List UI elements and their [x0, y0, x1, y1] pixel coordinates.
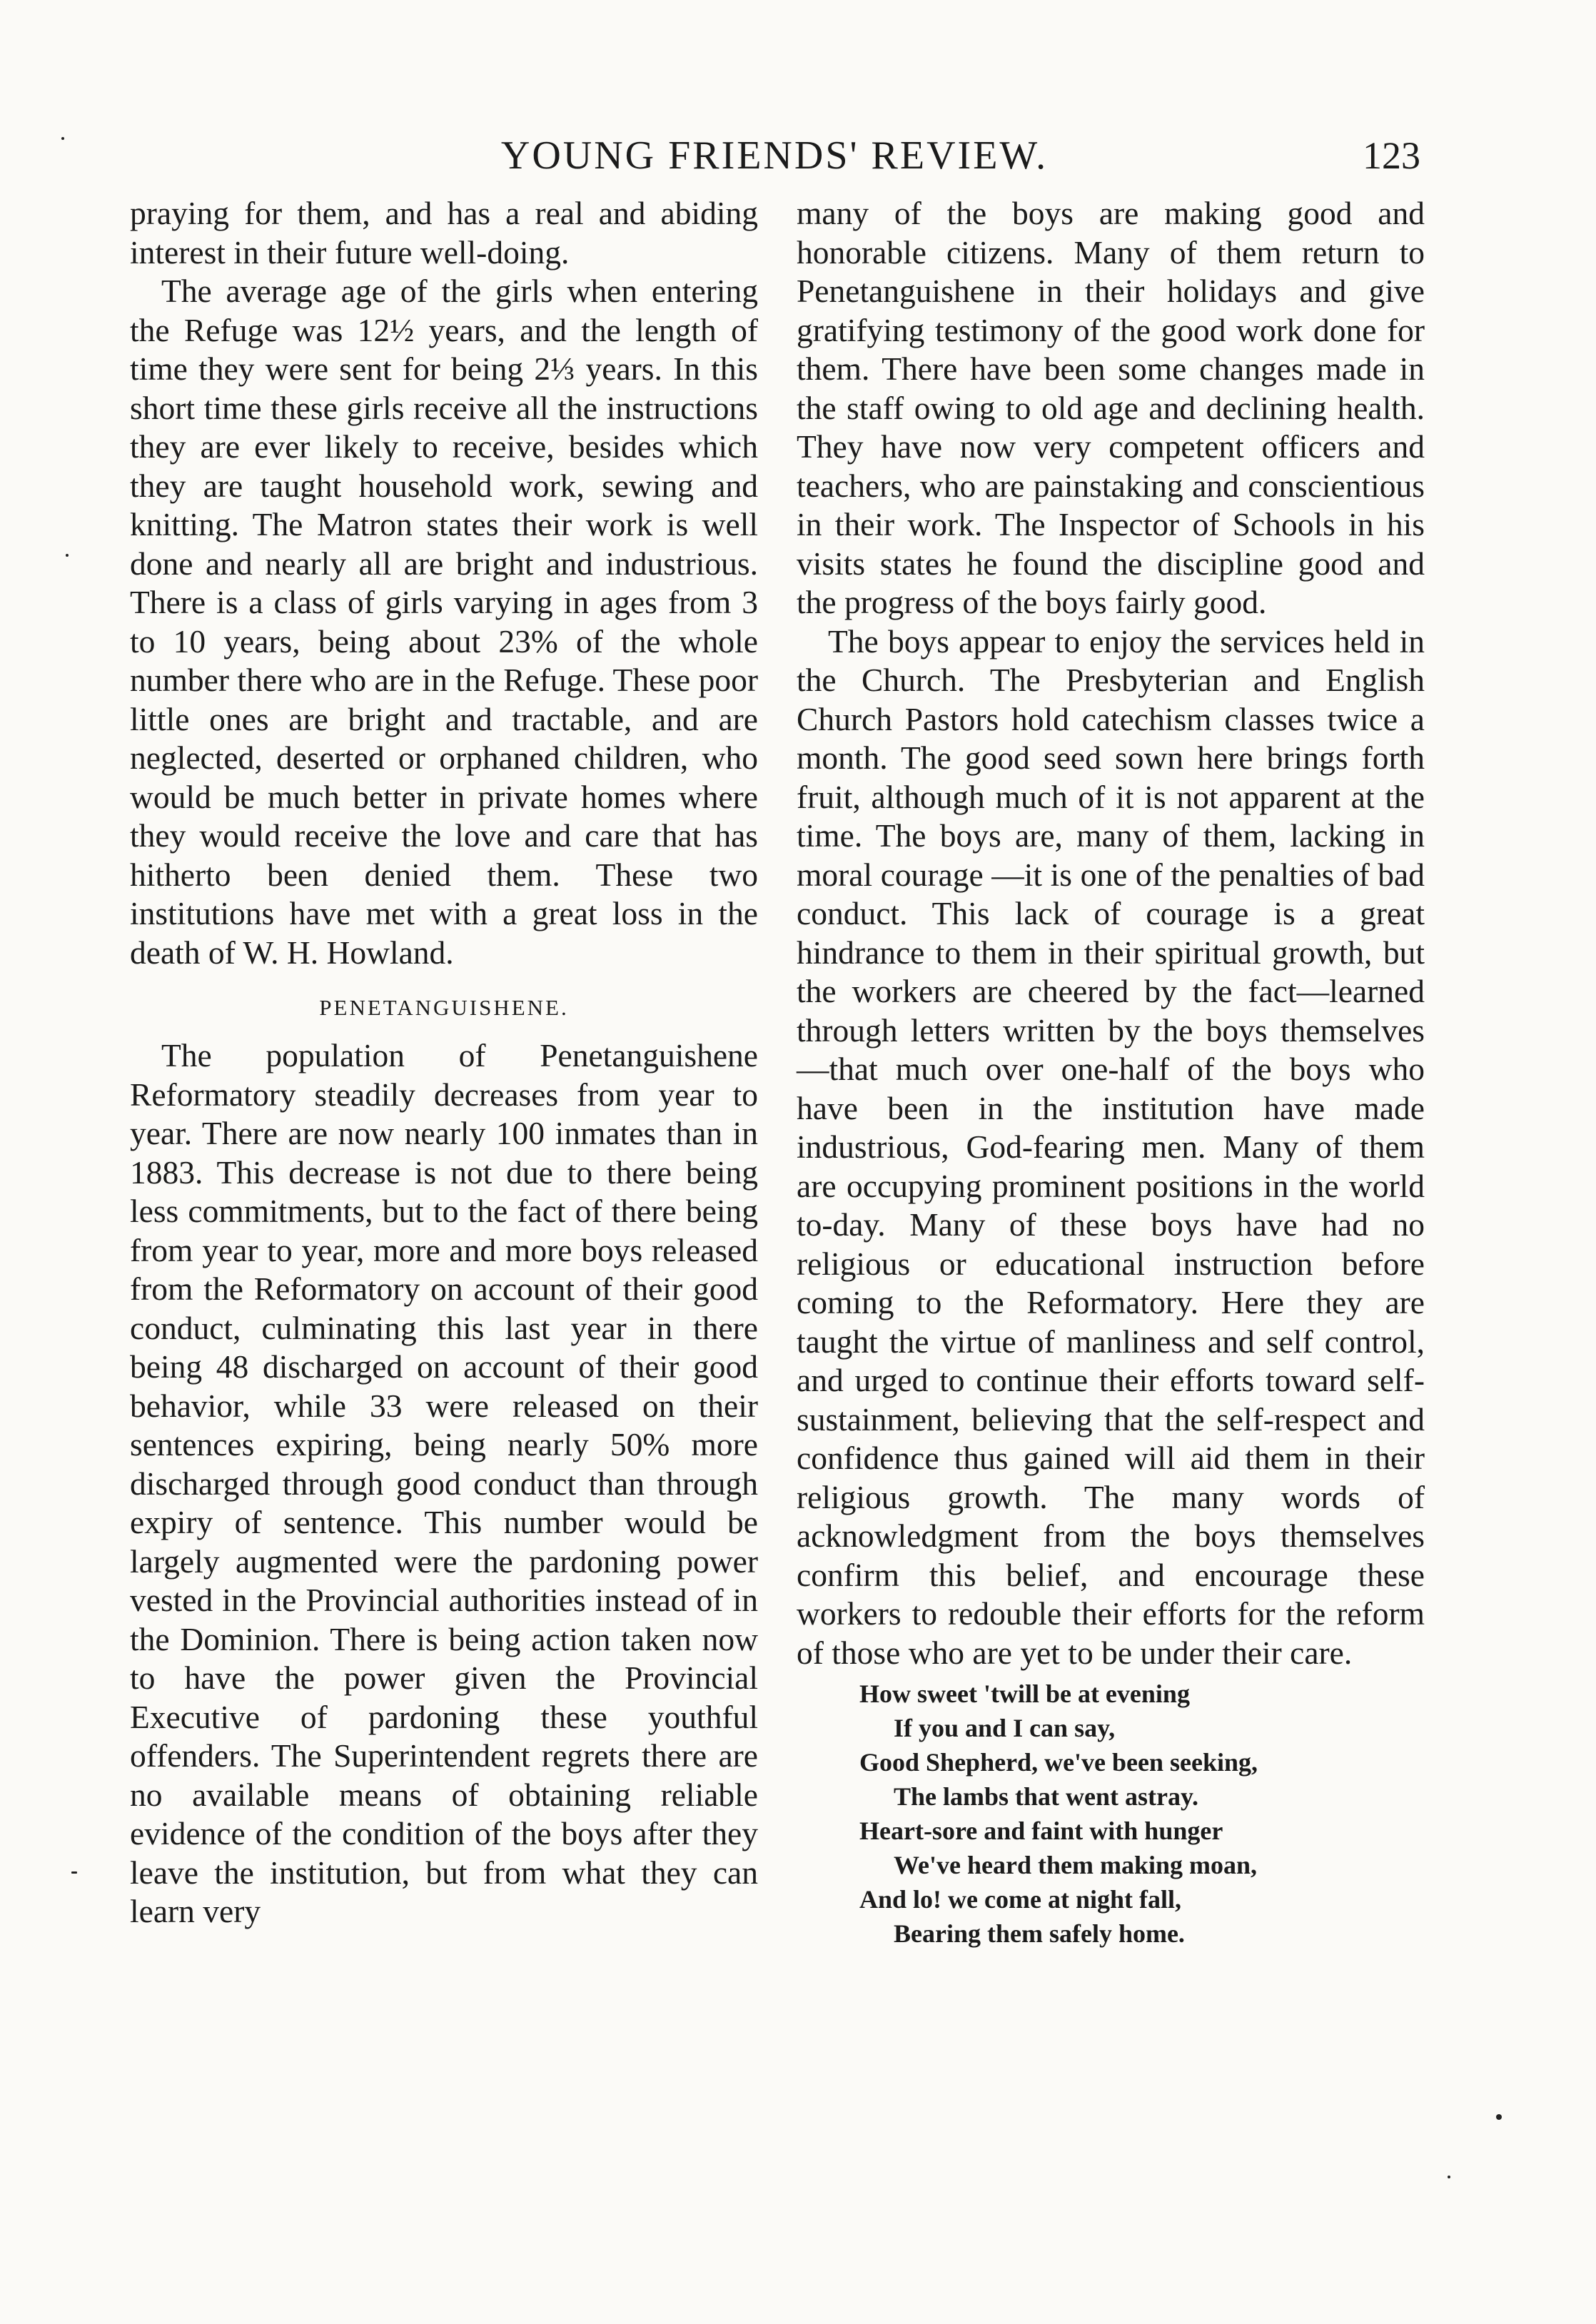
poem-line: How sweet 'twill be at evening	[859, 1679, 1190, 1708]
paragraph: The population of Penetanguishene Reformatory steadily decreases from year to year. There are now nearly 100 inmates than in 1883. This decrease is not due to there being less commitments, but to the fact of there being from year to year, more and more boys released from the Reformatory on account of their good conduct, culminating this last year in there being 48 discharged on account of their good behavior, while 33 were released on their sentences expiring, being nearly 50% more discharged through good conduct than through expiry of sentence. This number would be largely augmented were the pardoning power vested in the Provincial authorities instead of in the Dominion. There is being action taken now to have the power given the Provincial Executive of pardoning these youthful offenders. The Superintendent regrets there are no available means of obtaining reliable evidence of the condition of the boys after they leave the institution, but from what they can learn very	[130, 1037, 758, 1929]
poem-line: Bearing them safely home.	[894, 1919, 1185, 1948]
running-title: YOUNG FRIENDS' REVIEW.	[500, 133, 1049, 178]
scan-speck	[71, 1871, 77, 1874]
poem-line: If you and I can say,	[894, 1714, 1116, 1742]
poem-line: Good Shepherd, we've been seeking,	[859, 1748, 1258, 1777]
page-number: 123	[1363, 134, 1420, 177]
scan-speck	[1448, 2176, 1450, 2178]
poem-line: We've heard them making moan,	[894, 1851, 1257, 1879]
poem	[859, 1677, 1425, 1951]
paragraph: The average age of the girls when entering the Refuge was 12½ years, and the length of time they were sent for being 2⅓ years. In this short time these girls receive all the instructions they are ever likely to receive, besides which they are taught household work, sewing and knitting. The Matron states their work is well done and nearly all are bright and industrious. There is a class of girls varying in ages from 3 to 10 years, being about 23% of the whole number there who are in the Refuge. These poor little ones are bright and tractable, and are neglected, deserted or orphaned children, who would be much better in private homes where they would receive the love and care that has hitherto been denied them. These two institutions have met with a great loss in the death of W. H. Howland.	[130, 273, 758, 971]
page-header	[128, 127, 1420, 184]
right-column	[797, 194, 1425, 1951]
left-column	[130, 194, 758, 1931]
paragraph: many of the boys are making good and honorable citizens. Many of them return to Penetanguishene in their holidays and give gratifying testimony of the good work done for them. There have been some changes made in the staff owing to old age and declining health. They have now very competent officers and teachers, who are painstaking and conscientious in their work. The Inspector of Schools in his visits states he found the discipline good and the progress of the boys fairly good.	[797, 195, 1425, 620]
paragraph: The boys appear to enjoy the services held in the Church. The Presbyterian and English Church Pastors hold catechism classes twice a month. The good seed sown here brings forth fruit, although much of it is not apparent at the time. The boys are, many of them, lacking in moral courage —it is one of the penalties of bad conduct. This lack of courage is a great hindrance to them in their spiritual growth, but the workers are cheered by the fact—learned through letters written by the boys themselves—that much over one-half of the boys who have been in the institution have made industrious, God-fearing men. Many of them are occupying prominent positions in the world to-day. Many of these boys have had no religious or educational instruction before coming to the Reformatory. Here they are taught the virtue of manliness and self control, and urged to continue their efforts toward self-sustainment, believing that the self-respect and confidence thus gained will aid them in their religious growth. The many words of acknowledgment from the boys themselves confirm this belief, and encourage these workers to redouble their efforts for the reform of those who are yet to be under their care.	[797, 622, 1425, 1671]
scan-speck	[66, 554, 69, 557]
section-heading: PENETANGUISHENE.	[319, 995, 569, 1020]
paragraph: praying for them, and has a real and abiding interest in their future well-doing.	[130, 195, 758, 271]
poem-line: Heart-sore and faint with hunger	[859, 1817, 1223, 1845]
poem-line: And lo! we come at night fall,	[859, 1885, 1181, 1914]
poem-line: The lambs that went astray.	[894, 1782, 1199, 1811]
scan-speck	[1496, 2114, 1502, 2120]
scan-speck	[61, 137, 64, 140]
